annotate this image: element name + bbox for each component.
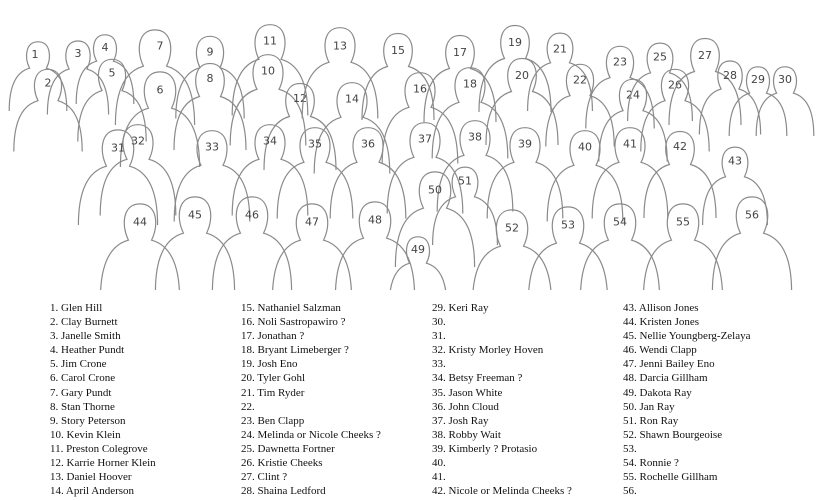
- legend-entry: 13. Daniel Hoover: [50, 471, 132, 484]
- figure-number: 40: [578, 140, 592, 154]
- person-silhouette: [389, 237, 447, 290]
- legend-entry: 41.: [432, 471, 446, 484]
- figure-number: 20: [515, 69, 529, 82]
- figure-number: 9: [206, 45, 214, 59]
- legend-entry: 32. Kristy Morley Hoven: [432, 344, 544, 357]
- figure-number: 46: [245, 208, 259, 222]
- person-silhouette: [362, 34, 434, 121]
- figure-number: 7: [156, 39, 164, 53]
- legend-entry: 49. Dakota Ray: [623, 386, 692, 399]
- person-silhouette: [382, 73, 458, 164]
- legend-entry: 31.: [432, 330, 446, 343]
- person-silhouette: [174, 131, 250, 222]
- legend-entry: 40.: [432, 457, 446, 470]
- legend-entry: 55. Rochelle Gillham: [623, 471, 718, 484]
- figure-number: 24: [626, 88, 640, 102]
- person-silhouette: [78, 59, 146, 141]
- legend-entry: 24. Melinda or Nicole Cheeks ?: [241, 428, 381, 441]
- figure-number: 5: [108, 66, 116, 80]
- legend-column-4: [623, 301, 751, 498]
- figure-number: 39: [518, 137, 532, 151]
- figure-number: 22: [573, 73, 587, 87]
- person-silhouette: [644, 132, 716, 219]
- legend-entry: 38. Robby Wait: [432, 428, 501, 441]
- legend-entry: 4. Heather Pundt: [50, 344, 125, 357]
- legend-entry: 35. Jason White: [432, 386, 503, 399]
- figure-number: 51: [458, 174, 472, 188]
- legend-entry: 10. Kevin Klein: [50, 428, 121, 441]
- legend-entry: 7. Gary Pundt: [50, 386, 112, 399]
- legend-entry: 14. April Anderson: [50, 485, 135, 498]
- person-silhouette: [586, 46, 654, 128]
- figure-number: 32: [131, 134, 145, 148]
- legend-entry: 21. Tim Ryder: [241, 386, 305, 399]
- legend-entry: 54. Ronnie ?: [623, 457, 679, 470]
- figure-number: 31: [111, 141, 125, 155]
- figure-number: 25: [653, 50, 667, 64]
- legend-entry: 51. Ron Ray: [623, 414, 679, 427]
- person-silhouette: [335, 202, 414, 290]
- figure-number: 55: [676, 215, 690, 229]
- legend-entry: 48. Darcia Gillham: [623, 372, 708, 385]
- figure-number: 23: [613, 55, 627, 69]
- legend-entry: 16. Noli Sastropawiro ?: [241, 316, 346, 329]
- person-silhouette: [387, 123, 463, 214]
- figure-number: 26: [668, 78, 682, 92]
- legend-entry: 42. Nicole or Melinda Cheeks ?: [432, 485, 572, 498]
- legend-entry: 15. Nathaniel Salzman: [241, 302, 341, 314]
- figure-number: 44: [133, 215, 147, 229]
- legend-column-3: [432, 301, 572, 498]
- legend-entry: 18. Bryant Limeberger ?: [241, 344, 349, 357]
- figure-number: 53: [561, 218, 575, 232]
- figure-number: 37: [418, 132, 432, 146]
- figure-number: 11: [263, 34, 277, 48]
- figure-number: 34: [263, 134, 277, 148]
- person-silhouette: [272, 204, 351, 290]
- figure-number: 6: [156, 83, 164, 97]
- figure-number: 17: [453, 46, 467, 59]
- person-silhouette: [643, 204, 722, 290]
- person-silhouette: [712, 197, 791, 290]
- legend-entry: 37. Josh Ray: [432, 414, 489, 427]
- figure-number: 38: [468, 130, 482, 144]
- legend-entry: 6. Carol Crone: [50, 372, 116, 385]
- person-silhouette: [78, 130, 157, 225]
- figure-number: 54: [613, 215, 627, 229]
- legend-entry: 50. Jan Ray: [623, 400, 675, 413]
- person-silhouette: [174, 64, 246, 151]
- legend-entry: 11. Preston Colegrove: [50, 442, 148, 455]
- figure-number: 47: [305, 215, 319, 229]
- figure-number: 15: [391, 44, 405, 57]
- figure-number: 4: [101, 41, 109, 55]
- person-silhouette: [432, 68, 508, 159]
- legend-entry: 5. Jim Crone: [50, 358, 107, 371]
- legend-entry: 22.: [241, 400, 255, 413]
- person-silhouette: [314, 83, 390, 174]
- figure-number: 48: [368, 213, 382, 227]
- figure-number: 10: [261, 64, 275, 78]
- legend-entry: 56.: [623, 485, 637, 498]
- figure-number: 18: [463, 77, 477, 91]
- legend-entry: 19. Josh Eno: [241, 358, 298, 371]
- legend-entry: 47. Jenni Bailey Eno: [623, 358, 715, 371]
- figure-number: 13: [333, 39, 347, 53]
- legend-entry: 43. Allison Jones: [623, 302, 699, 314]
- figure-number: 35: [308, 137, 322, 151]
- figure-number: 52: [505, 221, 519, 235]
- person-silhouette: [100, 204, 179, 290]
- legend-column-2: [241, 301, 381, 498]
- person-silhouette: [628, 43, 693, 121]
- legend-entry: 2. Clay Burnett: [50, 316, 118, 329]
- name-legend: [0, 301, 840, 496]
- legend-entry: 8. Stan Thorne: [50, 400, 115, 413]
- figure-number: 16: [413, 82, 427, 96]
- figure-number: 8: [206, 72, 214, 85]
- legend-entry: 53.: [623, 442, 637, 455]
- person-silhouette: [232, 125, 308, 216]
- figure-number: 12: [293, 92, 307, 105]
- legend-entry: 30.: [432, 316, 446, 329]
- legend-entry: 25. Dawnetta Fortner: [241, 442, 335, 455]
- person-silhouette: [212, 197, 291, 290]
- legend-entry: 9. Story Peterson: [50, 414, 126, 427]
- person-silhouette: [528, 207, 607, 290]
- person-silhouette: [433, 167, 498, 245]
- figure-number: 21: [553, 42, 567, 56]
- legend-entry: 26. Kristie Cheeks: [241, 457, 323, 470]
- legend-entry: 3. Janelle Smith: [50, 330, 121, 343]
- legend-entry: 20. Tyler Gohl: [241, 372, 306, 385]
- legend-entry: 52. Shawn Bourgeoise: [623, 428, 723, 441]
- figure-number: 1: [31, 48, 39, 62]
- person-silhouette: [44, 41, 108, 115]
- person-silhouette: [155, 197, 234, 290]
- figure-number: 43: [728, 154, 742, 168]
- figure-number: 27: [698, 49, 712, 62]
- figure-number: 56: [745, 208, 759, 222]
- legend-entry: 46. Wendi Clapp: [623, 344, 697, 357]
- figure-number: 29: [751, 73, 765, 87]
- figure-number: 45: [188, 208, 202, 222]
- silhouette-outline: [115, 30, 194, 125]
- figure-number: 3: [74, 46, 82, 60]
- person-silhouette: [486, 59, 558, 146]
- figure-number: 42: [673, 140, 687, 153]
- person-silhouette: [115, 30, 194, 125]
- person-silhouette: [264, 84, 336, 171]
- figure-number: 19: [508, 36, 522, 49]
- figure-number: 36: [361, 137, 375, 151]
- figure-number: 33: [205, 140, 219, 154]
- figure-number: 14: [345, 92, 359, 106]
- legend-entry: 39. Kimberly ? Protasio: [432, 442, 538, 455]
- legend-entry: 28. Shaina Ledford: [241, 485, 326, 498]
- legend-entry: 34. Betsy Freeman ?: [432, 372, 523, 385]
- legend-column-1: [50, 301, 156, 498]
- figure-number: 28: [723, 68, 737, 82]
- figure-number: 50: [428, 183, 442, 197]
- person-silhouette: [528, 33, 593, 111]
- legend-entry: 36. John Cloud: [432, 400, 499, 413]
- person-silhouette: [437, 121, 513, 212]
- legend-entry: 12. Karrie Horner Klein: [50, 457, 156, 470]
- legend-entry: 33.: [432, 358, 446, 371]
- legend-entry: 27. Clint ?: [241, 471, 288, 484]
- figure-number: 41: [623, 137, 637, 151]
- legend-entry: 44. Kristen Jones: [623, 316, 700, 329]
- legend-entry: 1. Glen Hill: [50, 302, 103, 314]
- figure-number: 2: [44, 76, 52, 90]
- figure-number: 30: [778, 73, 792, 87]
- legend-entry: 45. Nellie Youngberg-Zelaya: [623, 330, 751, 343]
- person-silhouette: [472, 210, 551, 290]
- person-silhouette: [546, 64, 614, 146]
- legend-entry: 23. Ben Clapp: [241, 414, 305, 427]
- legend-entry: 17. Jonathan ?: [241, 330, 305, 343]
- legend-entry: 29. Keri Ray: [432, 302, 489, 314]
- person-silhouette: [487, 128, 563, 219]
- figure-number: 49: [411, 243, 425, 257]
